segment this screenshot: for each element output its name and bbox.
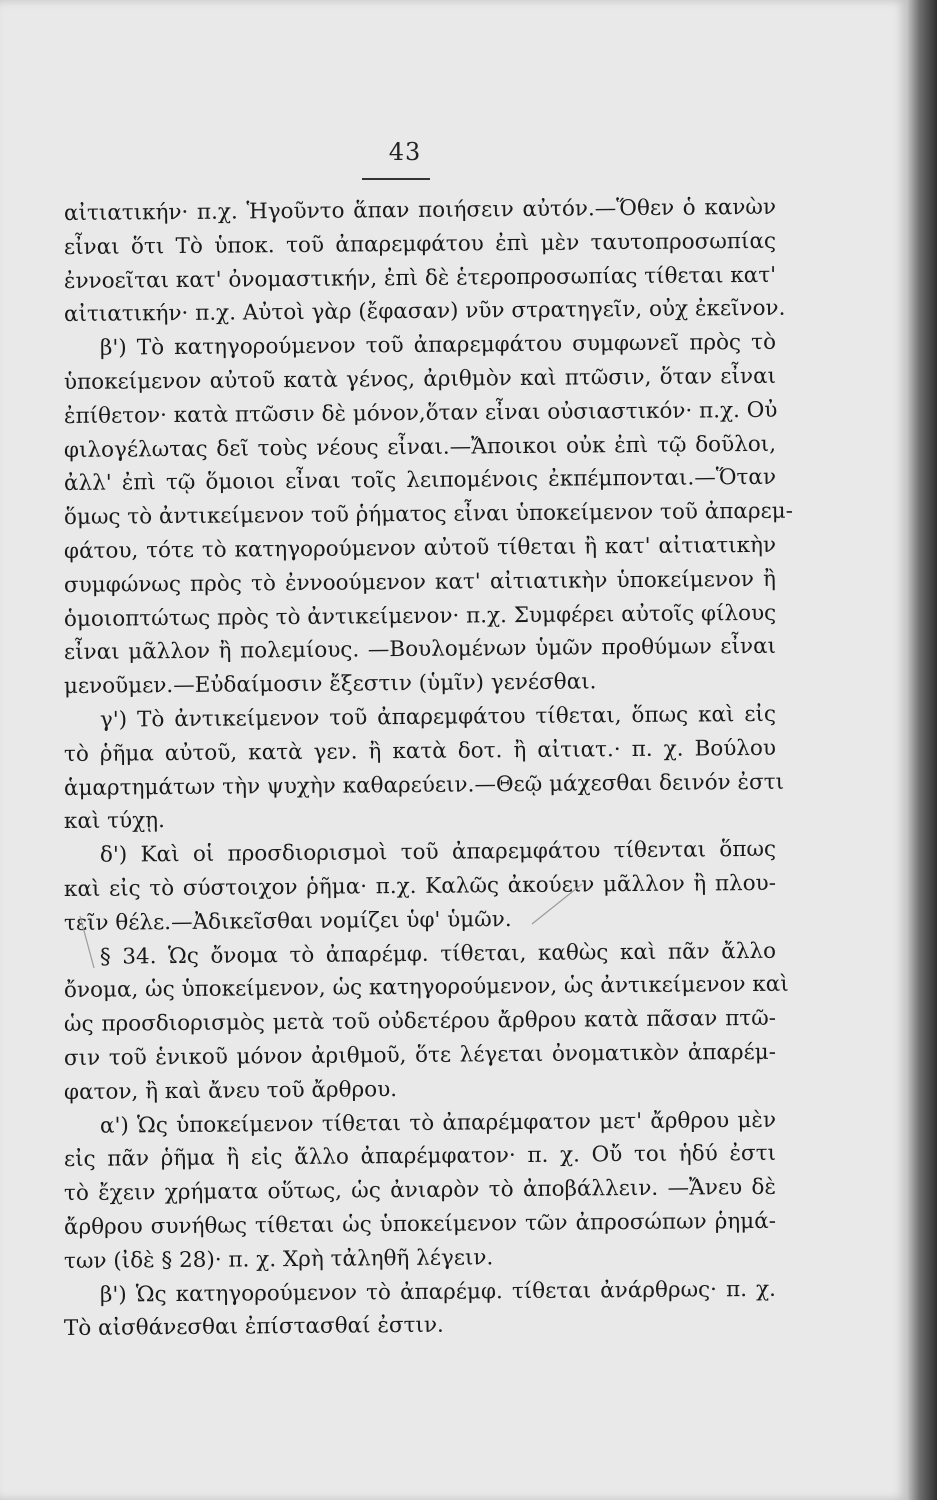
text-line: συμφώνως πρὸς τὸ ἐννοούμενον κατ' αἰτιατικὴν ὑποκείμενον ἢ — [63, 566, 777, 598]
text-line: β') Ὡς κατηγορούμενον τὸ ἀπαρέμφ. τίθεται ἀνάρθρως· π. χ. — [99, 1276, 777, 1308]
text-line: ἐπίθετον· κατὰ πτῶσιν δὲ μόνον,ὅταν εἶναι οὐσιαστικόν· π.χ. Οὐ — [63, 397, 778, 429]
text-line: μενοῦμεν.—Εὐδαίμοσιν ἔξεστιν (ὑμῖν) γενέσθαι. — [63, 669, 597, 700]
text-line: Τὸ αἰσθάνεσθαι ἐπίστασθαί ἐστιν. — [63, 1312, 444, 1342]
page-number: 43 — [388, 138, 422, 166]
text-line: ἄρθρου συνήθως τίθεται ὡς ὑποκείμενον τῶν ἀπροσώπων ῥημά- — [63, 1208, 777, 1240]
text-line: σιν τοῦ ἑνικοῦ μόνον ἀριθμοῦ, ὅτε λέγεται ὀνοματικὸν ἀπαρέμ- — [63, 1039, 777, 1071]
text-line: τὸ ἔχειν χρήματα οὕτως, ὡς ἀνιαρὸν τὸ ἀποβάλλειν. —Ἄνευ δὲ — [63, 1174, 777, 1207]
text-line: εἶναι ὅτι Τὸ ὑποκ. τοῦ ἀπαρεμφάτου ἐπὶ μὲν ταυτοπροσωπίας — [63, 228, 777, 260]
text-line: ἁμαρτημάτων τὴν ψυχὴν καθαρεύειν.—Θεῷ μάχεσθαι δεινόν ἐστι — [63, 769, 785, 801]
text-line: τεῖν θέλε.—Ἀδικεῖσθαι νομίζει ὑφ' ὑμῶν. — [63, 906, 512, 936]
text-line: ὁμοιοπτώτως πρὸς τὸ ἀντικείμενον· π.χ. Συμφέρει αὐτοῖς φίλους — [63, 600, 777, 632]
text-line: εἶναι μᾶλλον ἢ πολεμίους. —Βουλομένων ὑμῶν προθύμων εἶναι — [63, 634, 777, 666]
text-line: αἰτιατικήν· π.χ. Ἡγοῦντο ἅπαν ποιήσειν αὐτόν.—Ὅθεν ὁ κανὼν — [63, 194, 777, 226]
text-line: ἐννοεῖται κατ' ὀνομαστικήν, ἐπὶ δὲ ἑτεροπροσωπίας τίθεται κατ' — [63, 262, 777, 294]
text-line: § 34. Ὡς ὄνομα τὸ ἀπαρέμφ. τίθεται, καθὼς καὶ πᾶν ἄλλο — [99, 938, 777, 970]
page-body — [63, 194, 794, 1346]
text-line: ὑποκείμενον αὐτοῦ κατὰ γένος, ἀριθμὸν καὶ πτῶσιν, ὅταν εἶναι — [63, 363, 777, 395]
page-edge-shadow — [908, 0, 937, 1500]
text-line: γ') Τὸ ἀντικείμενον τοῦ ἀπαρεμφάτου τίθεται, ὅπως καὶ εἰς — [99, 701, 777, 733]
text-line: καὶ εἰς τὸ σύστοιχον ῥῆμα· π.χ. Καλῶς ἀκούειν μᾶλλον ἢ πλου- — [63, 870, 777, 902]
text-line: φιλογέλωτας δεῖ τοὺς νέους εἶναι.—Ἄποικοι οὐκ ἐπὶ τῷ δοῦλοι, — [63, 431, 777, 463]
page-number-rule — [362, 178, 430, 180]
text-line: ὄνομα, ὡς ὑποκείμενον, ὡς κατηγορούμενον, ὡς ἀντικείμενον καὶ — [63, 972, 789, 1004]
text-line: ὡς προσδιορισμὸς μετὰ τοῦ οὐδετέρου ἄρθρου κατὰ πᾶσαν πτῶ- — [63, 1005, 777, 1038]
text-line: ἀλλ' ἐπὶ τῷ ὅμοιοι εἶναι τοῖς λειπομένοις ἐκπέμπονται.—Ὅταν — [63, 465, 777, 497]
text-line: α') Ὡς ὑποκείμενον τίθεται τὸ ἀπαρέμφατον μετ' ἄρθρου μὲν — [99, 1107, 777, 1139]
text-line: δ') Καὶ οἱ προσδιορισμοὶ τοῦ ἀπαρεμφάτου τίθενται ὅπως — [99, 836, 777, 868]
text-line: φάτου, τότε τὸ κατηγορούμενον αὐτοῦ τίθεται ἢ κατ' αἰτιατικὴν — [63, 532, 777, 564]
text-line: των (ἰδὲ § 28)· π. χ. Χρὴ τἀληθῆ λέγειν. — [63, 1244, 494, 1274]
text-line: ὅμως τὸ ἀντικείμενον τοῦ ῥήματος εἶναι ὑποκείμενον τοῦ ἀπαρεμ- — [63, 498, 794, 531]
text-line: καὶ τύχῃ. — [63, 808, 166, 835]
text-line: τὸ ῥῆμα αὐτοῦ, κατὰ γεν. ἢ κατὰ δοτ. ἢ αἰτιατ.· π. χ. Βούλου — [63, 735, 777, 767]
text-line: εἰς πᾶν ῥῆμα ἢ εἰς ἄλλο ἀπαρέμφατον· π. χ. Οὔ τοι ἡδύ ἐστι — [63, 1141, 777, 1173]
text-line: β') Τὸ κατηγορούμενον τοῦ ἀπαρεμφάτου συμφωνεῖ πρὸς τὸ — [99, 329, 777, 361]
text-line: φατον, ἢ καὶ ἄνευ τοῦ ἄρθρου. — [63, 1076, 398, 1105]
text-line: αἰτιατικήν· π.χ. Αὐτοὶ γὰρ (ἔφασαν) νῦν στρατηγεῖν, οὐχ ἐκεῖνον. — [63, 296, 786, 328]
